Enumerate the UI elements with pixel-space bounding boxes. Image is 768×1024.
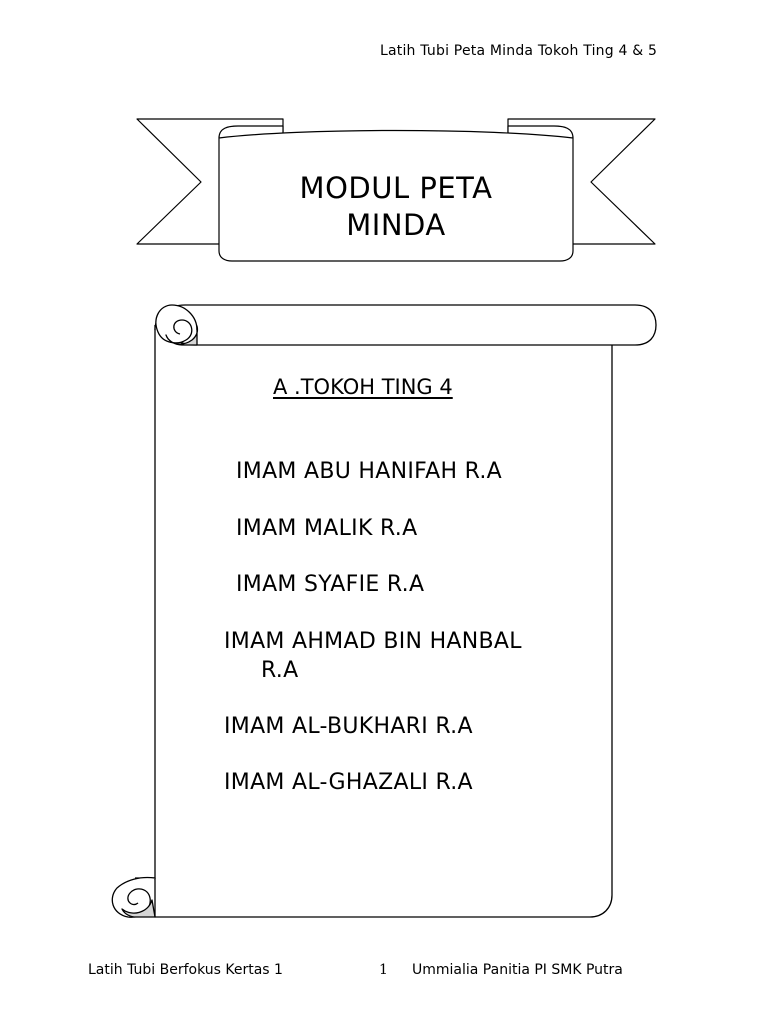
banner-title-line2: MINDA [346,208,446,242]
footer-right: Ummialia Panitia PI SMK Putra [412,962,623,978]
banner-title [220,170,572,244]
scroll-top-roll [170,305,656,345]
list-item: IMAM AL-BUKHARI R.A [224,714,473,739]
running-header: Latih Tubi Peta Minda Tokoh Ting 4 & 5 [380,43,658,59]
list-item-line2: R.A [261,658,299,683]
footer-left: Latih Tubi Berfokus Kertas 1 [88,962,283,978]
list-item [224,627,522,685]
scroll-bottom-roll [135,878,612,917]
list-item: IMAM ABU HANIFAH R.A [236,459,503,484]
section-heading: A .TOKOH TING 4 [273,375,453,399]
list-item: IMAM AL-GHAZALI R.A [224,770,473,795]
banner-title-line1: MODUL PETA [299,171,493,205]
list-item: IMAM SYAFIE R.A [236,572,425,597]
page-number: 1 [379,962,388,978]
list-item: IMAM MALIK R.A [236,516,418,541]
list-item-line1: IMAM AHMAD BIN HANBAL [224,629,522,654]
